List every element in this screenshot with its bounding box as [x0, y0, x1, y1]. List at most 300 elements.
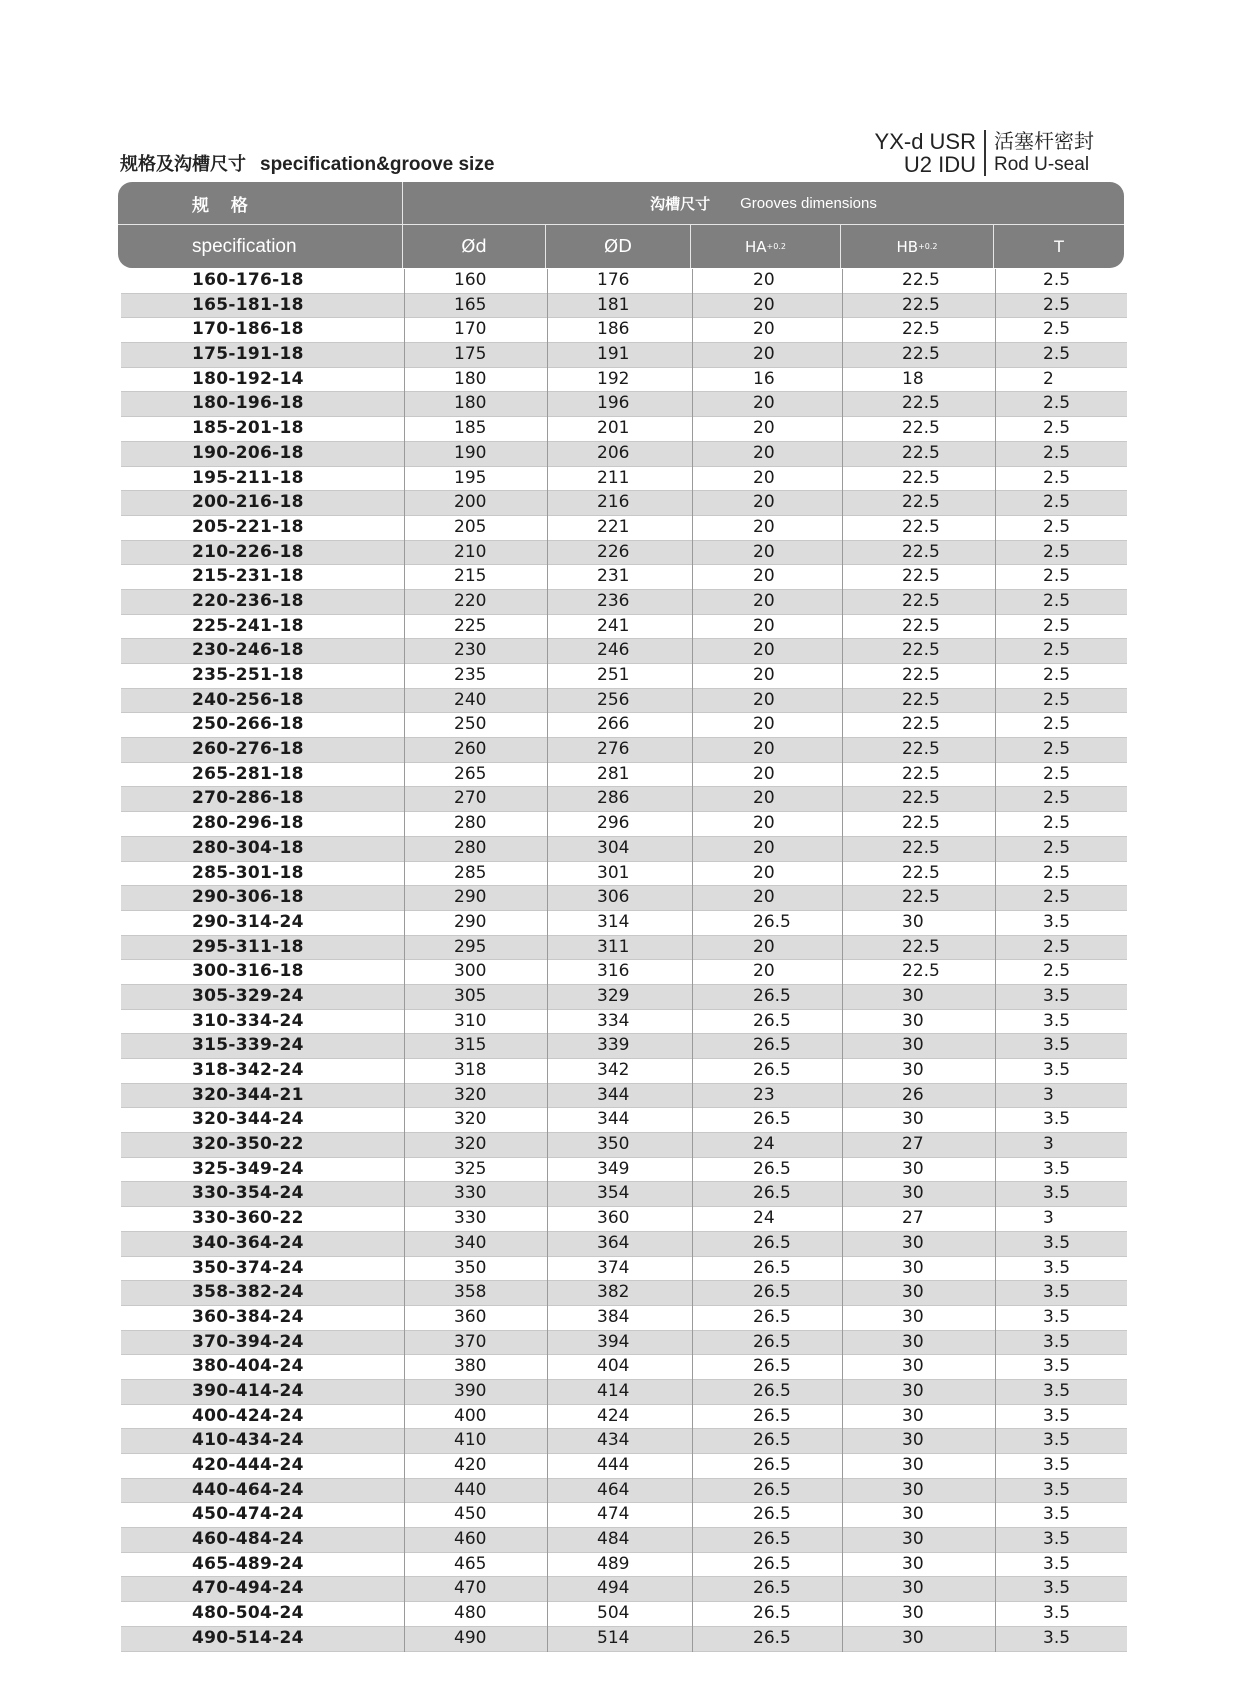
column-divider — [692, 639, 693, 664]
table-row — [121, 368, 1127, 393]
column-divider — [404, 417, 405, 442]
column-divider — [995, 713, 996, 738]
table-row — [121, 1528, 1127, 1553]
cell-hb: 30 — [902, 1627, 924, 1648]
column-divider — [995, 960, 996, 985]
column-divider — [995, 738, 996, 763]
cell-d: 210 — [454, 541, 487, 562]
page-title — [120, 150, 494, 176]
cell-spec: 300-316-18 — [192, 961, 304, 982]
cell-t: 3 — [1043, 1084, 1054, 1105]
table-row — [121, 1479, 1127, 1504]
column-divider — [692, 467, 693, 492]
column-divider — [842, 1380, 843, 1405]
cell-D: 192 — [597, 368, 630, 389]
column-divider — [692, 343, 693, 368]
cell-ha: 20 — [753, 887, 775, 908]
column-divider — [995, 1281, 996, 1306]
cell-spec: 175-191-18 — [192, 344, 304, 365]
product-name-cn: 活塞杆密封 — [994, 129, 1094, 153]
cell-hb: 30 — [902, 1356, 924, 1377]
column-divider — [692, 615, 693, 640]
column-divider — [692, 985, 693, 1010]
cell-D: 296 — [597, 813, 630, 834]
column-divider — [692, 1133, 693, 1158]
cell-d: 390 — [454, 1380, 487, 1401]
header-groove-cn: 沟槽尺寸 — [650, 194, 711, 213]
column-divider — [842, 343, 843, 368]
column-divider — [547, 862, 548, 887]
cell-spec: 350-374-24 — [192, 1257, 304, 1278]
header-col-ha-label: HA — [745, 237, 767, 256]
column-divider — [547, 1034, 548, 1059]
column-divider — [404, 442, 405, 467]
cell-d: 340 — [454, 1232, 487, 1253]
cell-t: 2.5 — [1043, 788, 1071, 809]
table-row — [121, 1084, 1127, 1109]
column-divider — [404, 960, 405, 985]
cell-ha: 26.5 — [753, 1529, 791, 1550]
cell-spec: 490-514-24 — [192, 1627, 304, 1648]
column-divider — [995, 639, 996, 664]
cell-hb: 22.5 — [902, 270, 940, 290]
cell-ha: 26.5 — [753, 985, 791, 1006]
column-divider — [692, 763, 693, 788]
column-divider — [547, 936, 548, 961]
column-divider — [995, 1182, 996, 1207]
cell-D: 514 — [597, 1627, 630, 1648]
column-divider — [995, 491, 996, 516]
column-divider — [842, 1405, 843, 1430]
column-divider — [692, 837, 693, 862]
cell-d: 360 — [454, 1306, 487, 1327]
column-divider — [404, 1133, 405, 1158]
cell-t: 2.5 — [1043, 516, 1071, 537]
column-divider — [842, 1577, 843, 1602]
cell-t: 2.5 — [1043, 442, 1071, 463]
cell-ha: 20 — [753, 615, 775, 636]
column-divider — [842, 1158, 843, 1183]
cell-D: 344 — [597, 1109, 630, 1130]
column-divider — [404, 1553, 405, 1578]
column-divider — [842, 491, 843, 516]
column-divider — [547, 590, 548, 615]
column-divider — [842, 837, 843, 862]
column-divider — [547, 343, 548, 368]
table-row — [121, 343, 1127, 368]
product-name-en: Rod U-seal — [994, 154, 1090, 175]
column-divider — [842, 1182, 843, 1207]
column-divider — [995, 837, 996, 862]
cell-d: 280 — [454, 813, 487, 834]
product-names — [986, 130, 1094, 176]
cell-ha: 26.5 — [753, 1479, 791, 1500]
cell-hb: 22.5 — [902, 763, 940, 784]
column-divider — [547, 491, 548, 516]
cell-D: 344 — [597, 1084, 630, 1105]
column-divider — [842, 812, 843, 837]
column-divider — [547, 1010, 548, 1035]
cell-ha: 20 — [753, 665, 775, 685]
column-divider — [547, 985, 548, 1010]
column-divider — [547, 1182, 548, 1207]
cell-ha: 20 — [753, 516, 775, 537]
cell-hb: 30 — [902, 1405, 924, 1426]
cell-spec: 370-394-24 — [192, 1331, 304, 1352]
header-groove-en: Grooves dimensions — [740, 194, 877, 212]
table-row — [121, 837, 1127, 862]
column-divider — [692, 1602, 693, 1627]
column-divider — [842, 1553, 843, 1578]
table-row — [121, 862, 1127, 887]
cell-spec: 390-414-24 — [192, 1380, 304, 1401]
column-divider — [995, 1380, 996, 1405]
cell-hb: 30 — [902, 1232, 924, 1253]
column-divider — [692, 787, 693, 812]
column-divider — [842, 269, 843, 294]
cell-ha: 20 — [753, 590, 775, 611]
column-divider — [404, 664, 405, 689]
column-divider — [995, 1355, 996, 1380]
product-codes — [875, 130, 986, 176]
cell-D: 374 — [597, 1257, 630, 1278]
cell-hb: 22.5 — [902, 516, 940, 537]
table-row — [121, 541, 1127, 566]
cell-D: 281 — [597, 763, 630, 784]
cell-hb: 30 — [902, 1603, 924, 1624]
table-row — [121, 911, 1127, 936]
cell-D: 226 — [597, 541, 630, 562]
cell-t: 2.5 — [1043, 961, 1071, 982]
cell-d: 305 — [454, 985, 487, 1006]
column-divider — [404, 1528, 405, 1553]
cell-hb: 30 — [902, 1183, 924, 1204]
column-divider — [692, 738, 693, 763]
cell-D: 201 — [597, 418, 630, 439]
cell-hb: 30 — [902, 1331, 924, 1352]
cell-d: 195 — [454, 467, 487, 488]
header-col-hb — [841, 225, 993, 268]
column-divider — [842, 1602, 843, 1627]
column-divider — [842, 639, 843, 664]
column-divider — [842, 960, 843, 985]
column-divider — [842, 565, 843, 590]
cell-t: 3.5 — [1043, 1282, 1071, 1303]
table-row — [121, 1034, 1127, 1059]
column-divider — [842, 541, 843, 566]
cell-t: 2.5 — [1043, 689, 1071, 710]
cell-hb: 22.5 — [902, 442, 940, 463]
column-divider — [547, 1232, 548, 1257]
column-divider — [692, 541, 693, 566]
column-divider — [547, 1084, 548, 1109]
cell-hb: 18 — [902, 368, 924, 389]
cell-d: 280 — [454, 837, 487, 858]
column-divider — [547, 1479, 548, 1504]
cell-d: 235 — [454, 665, 487, 685]
cell-ha: 24 — [753, 1208, 775, 1229]
cell-D: 304 — [597, 837, 630, 858]
cell-t: 2.5 — [1043, 270, 1071, 290]
column-divider — [547, 960, 548, 985]
cell-hb: 30 — [902, 985, 924, 1006]
table-row — [121, 1232, 1127, 1257]
cell-d: 330 — [454, 1208, 487, 1229]
column-divider — [404, 1158, 405, 1183]
column-divider — [692, 1429, 693, 1454]
cell-spec: 225-241-18 — [192, 615, 304, 636]
table-row — [121, 417, 1127, 442]
column-divider — [547, 886, 548, 911]
cell-t: 3.5 — [1043, 1627, 1071, 1648]
table-row — [121, 664, 1127, 689]
column-divider — [404, 590, 405, 615]
column-divider — [692, 294, 693, 319]
cell-t: 2.5 — [1043, 813, 1071, 834]
cell-D: 414 — [597, 1380, 630, 1401]
column-divider — [404, 1257, 405, 1282]
cell-d: 380 — [454, 1356, 487, 1377]
cell-D: 464 — [597, 1479, 630, 1500]
column-divider — [547, 738, 548, 763]
column-divider — [404, 985, 405, 1010]
cell-d: 410 — [454, 1430, 487, 1451]
column-divider — [995, 1306, 996, 1331]
cell-hb: 22.5 — [902, 665, 940, 685]
cell-t: 2.5 — [1043, 467, 1071, 488]
cell-t: 2 — [1043, 368, 1054, 389]
title-en: specification&groove size — [260, 154, 495, 175]
column-divider — [547, 664, 548, 689]
cell-ha: 26.5 — [753, 1109, 791, 1130]
cell-hb: 22.5 — [902, 640, 940, 661]
column-divider — [842, 1479, 843, 1504]
column-divider — [995, 1405, 996, 1430]
header-col-d: Ød — [461, 236, 487, 257]
cell-spec: 410-434-24 — [192, 1430, 304, 1451]
column-divider — [692, 442, 693, 467]
column-divider — [404, 713, 405, 738]
cell-t: 3.5 — [1043, 1257, 1071, 1278]
cell-t: 3.5 — [1043, 985, 1071, 1006]
cell-ha: 26.5 — [753, 1060, 791, 1080]
cell-ha: 20 — [753, 714, 775, 735]
cell-hb: 30 — [902, 1430, 924, 1451]
column-divider — [547, 516, 548, 541]
table-row — [121, 713, 1127, 738]
column-divider — [995, 1084, 996, 1109]
column-divider — [842, 1528, 843, 1553]
column-divider — [404, 541, 405, 566]
column-divider — [547, 318, 548, 343]
cell-spec: 280-304-18 — [192, 837, 304, 858]
column-divider — [404, 1602, 405, 1627]
cell-ha: 20 — [753, 739, 775, 760]
cell-d: 290 — [454, 911, 487, 932]
column-divider — [692, 1257, 693, 1282]
cell-spec: 285-301-18 — [192, 862, 304, 883]
cell-t: 3.5 — [1043, 1356, 1071, 1377]
column-divider — [692, 862, 693, 887]
cell-D: 334 — [597, 1010, 630, 1031]
column-divider — [692, 1207, 693, 1232]
column-divider — [404, 1306, 405, 1331]
cell-t: 3.5 — [1043, 1479, 1071, 1500]
column-divider — [842, 1503, 843, 1528]
cell-t: 2.5 — [1043, 739, 1071, 760]
column-divider — [842, 442, 843, 467]
cell-spec: 310-334-24 — [192, 1010, 304, 1031]
cell-spec: 215-231-18 — [192, 566, 304, 587]
table-row — [121, 1207, 1127, 1232]
cell-spec: 318-342-24 — [192, 1060, 304, 1080]
cell-d: 300 — [454, 961, 487, 982]
column-divider — [404, 886, 405, 911]
cell-t: 2.5 — [1043, 887, 1071, 908]
column-divider — [692, 812, 693, 837]
column-divider — [995, 689, 996, 714]
title-cn: 规格及沟槽尺寸 — [120, 154, 246, 175]
column-divider — [547, 1306, 548, 1331]
column-divider — [842, 1429, 843, 1454]
table-row — [121, 886, 1127, 911]
cell-ha: 20 — [753, 788, 775, 809]
column-divider — [547, 467, 548, 492]
table-row — [121, 615, 1127, 640]
column-divider — [842, 294, 843, 319]
cell-spec: 400-424-24 — [192, 1405, 304, 1426]
cell-D: 364 — [597, 1232, 630, 1253]
table-row — [121, 936, 1127, 961]
column-divider — [547, 442, 548, 467]
cell-ha: 20 — [753, 294, 775, 315]
column-divider — [995, 664, 996, 689]
cell-ha: 26.5 — [753, 1035, 791, 1056]
column-divider — [404, 1405, 405, 1430]
cell-spec: 250-266-18 — [192, 714, 304, 735]
header-spec-cn: 规 格 — [192, 195, 256, 216]
column-divider — [547, 812, 548, 837]
cell-d: 450 — [454, 1504, 487, 1525]
cell-spec: 200-216-18 — [192, 492, 304, 513]
column-divider — [995, 911, 996, 936]
table-row — [121, 812, 1127, 837]
column-divider — [842, 664, 843, 689]
cell-D: 350 — [597, 1134, 630, 1155]
cell-D: 394 — [597, 1331, 630, 1352]
cell-d: 180 — [454, 393, 487, 414]
column-divider — [547, 1133, 548, 1158]
table-row — [121, 1059, 1127, 1084]
cell-hb: 22.5 — [902, 541, 940, 562]
cell-hb: 22.5 — [902, 936, 940, 957]
cell-spec: 320-344-21 — [192, 1084, 304, 1105]
column-divider — [995, 1059, 996, 1084]
cell-ha: 20 — [753, 566, 775, 587]
column-divider — [692, 516, 693, 541]
cell-d: 320 — [454, 1109, 487, 1130]
cell-hb: 26 — [902, 1084, 924, 1105]
table-row — [121, 689, 1127, 714]
cell-D: 196 — [597, 393, 630, 414]
table-row — [121, 442, 1127, 467]
column-divider — [995, 985, 996, 1010]
cell-spec: 315-339-24 — [192, 1035, 304, 1056]
cell-ha: 26.5 — [753, 1282, 791, 1303]
cell-D: 301 — [597, 862, 630, 883]
header-spec-en: specification — [192, 235, 297, 257]
column-divider — [995, 615, 996, 640]
cell-hb: 27 — [902, 1134, 924, 1155]
column-divider — [547, 763, 548, 788]
cell-ha: 20 — [753, 319, 775, 340]
cell-spec: 260-276-18 — [192, 739, 304, 760]
column-divider — [404, 269, 405, 294]
cell-spec: 360-384-24 — [192, 1306, 304, 1327]
cell-d: 215 — [454, 566, 487, 587]
column-divider — [547, 787, 548, 812]
cell-t: 3.5 — [1043, 1553, 1071, 1574]
cell-ha: 24 — [753, 1134, 775, 1155]
cell-t: 2.5 — [1043, 640, 1071, 661]
cell-hb: 22.5 — [902, 689, 940, 710]
cell-hb: 22.5 — [902, 319, 940, 340]
column-divider — [692, 1380, 693, 1405]
column-divider — [547, 1577, 548, 1602]
cell-ha: 26.5 — [753, 1405, 791, 1426]
column-divider — [842, 1084, 843, 1109]
cell-spec: 465-489-24 — [192, 1553, 304, 1574]
cell-d: 490 — [454, 1627, 487, 1648]
cell-hb: 22.5 — [902, 294, 940, 315]
cell-D: 339 — [597, 1035, 630, 1056]
column-divider — [842, 1133, 843, 1158]
cell-d: 320 — [454, 1134, 487, 1155]
column-divider — [404, 318, 405, 343]
column-divider — [404, 787, 405, 812]
column-divider — [842, 738, 843, 763]
cell-hb: 22.5 — [902, 467, 940, 488]
column-divider — [404, 763, 405, 788]
column-divider — [692, 1084, 693, 1109]
cell-D: 329 — [597, 985, 630, 1006]
table-row — [121, 1158, 1127, 1183]
cell-ha: 20 — [753, 837, 775, 858]
cell-hb: 30 — [902, 1158, 924, 1179]
cell-ha: 20 — [753, 961, 775, 982]
column-divider — [547, 1281, 548, 1306]
cell-ha: 20 — [753, 418, 775, 439]
table-row — [121, 1331, 1127, 1356]
column-divider — [692, 689, 693, 714]
spec-table — [121, 269, 1127, 1652]
cell-spec: 440-464-24 — [192, 1479, 304, 1500]
cell-t: 3.5 — [1043, 1109, 1071, 1130]
column-divider — [995, 1257, 996, 1282]
column-divider — [995, 812, 996, 837]
column-divider — [404, 1281, 405, 1306]
cell-spec: 160-176-18 — [192, 270, 304, 290]
cell-t: 3 — [1043, 1208, 1054, 1229]
column-divider — [995, 787, 996, 812]
cell-D: 206 — [597, 442, 630, 463]
table-row — [121, 1627, 1127, 1652]
cell-t: 2.5 — [1043, 418, 1071, 439]
cell-hb: 27 — [902, 1208, 924, 1229]
column-divider — [692, 417, 693, 442]
cell-hb: 22.5 — [902, 615, 940, 636]
column-divider — [692, 590, 693, 615]
